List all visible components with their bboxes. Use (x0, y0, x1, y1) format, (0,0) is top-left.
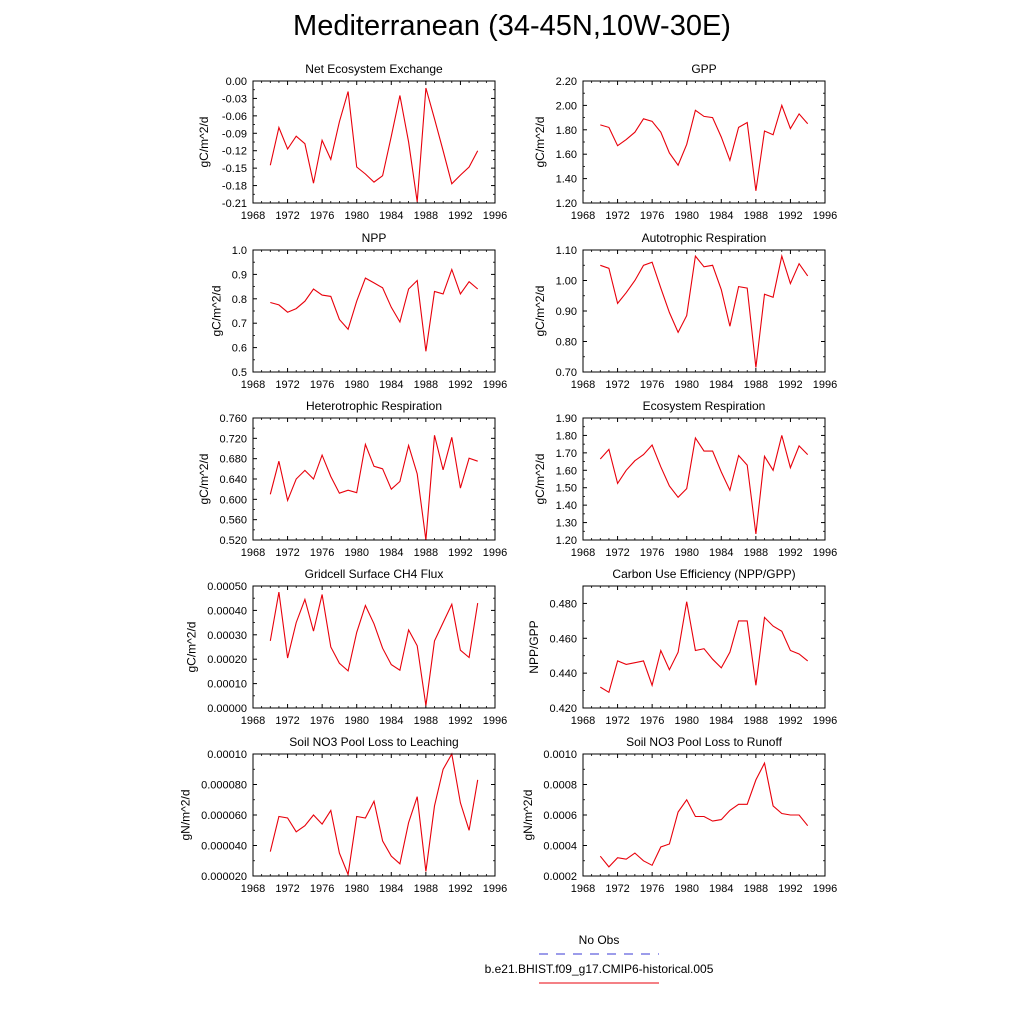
x-tick-label: 1988 (743, 715, 769, 727)
y-tick-label: 0.5 (231, 367, 247, 379)
x-tick-label: 1984 (379, 210, 404, 222)
x-tick-label: 1976 (639, 210, 665, 222)
x-tick-label: 1980 (674, 715, 699, 727)
y-tick-label: -0.09 (221, 128, 247, 141)
page-title: Mediterranean (34-45N,10W-30E) (293, 10, 731, 42)
x-tick-label: 1988 (413, 883, 439, 895)
x-tick-label: 1972 (275, 379, 300, 391)
y-tick-label: 0.460 (549, 633, 577, 646)
x-tick-label: 1976 (639, 715, 665, 727)
x-tick-label: 1988 (743, 379, 769, 391)
x-tick-label: 1968 (240, 715, 266, 727)
y-tick-label: 0.0006 (543, 810, 577, 822)
x-tick-label: 1976 (309, 547, 335, 559)
x-tick-label: 1980 (674, 379, 699, 391)
x-tick-label: 1968 (570, 715, 596, 727)
x-tick-label: 1988 (413, 379, 439, 391)
x-tick-label: 1976 (309, 883, 335, 895)
x-tick-label: 1980 (344, 210, 369, 222)
y-tick-label: -0.18 (221, 180, 247, 193)
y-tick-label: 0.0002 (543, 871, 577, 883)
y-tick-label: 0.6 (231, 342, 247, 355)
y-tick-label: 1.80 (555, 124, 577, 137)
x-tick-label: 1968 (570, 210, 596, 222)
y-tick-label: 0.00010 (207, 749, 247, 761)
y-tick-label: 0.00010 (207, 678, 247, 691)
y-tick-label: 0.0010 (543, 749, 577, 761)
x-tick-label: 1996 (482, 210, 508, 222)
y-tick-label: -0.03 (221, 93, 247, 106)
x-tick-label: 1992 (448, 210, 473, 222)
x-tick-label: 1968 (240, 547, 266, 559)
y-tick-label: 0.420 (549, 703, 577, 715)
y-tick-label: 0.00050 (207, 581, 247, 593)
y-axis-label: gC/m^2/d (533, 453, 548, 505)
x-tick-label: 1972 (275, 547, 300, 559)
x-tick-label: 1992 (778, 715, 803, 727)
x-tick-label: 1968 (240, 379, 266, 391)
series-line (600, 435, 807, 534)
x-tick-label: 1972 (275, 715, 300, 727)
y-tick-label: 1.20 (555, 198, 577, 210)
x-tick-label: 1972 (605, 210, 630, 222)
x-tick-label: 1968 (570, 379, 596, 391)
x-tick-label: 1968 (240, 883, 266, 895)
x-tick-label: 1968 (570, 547, 596, 559)
legend-model-label: b.e21.BHIST.f09_g17.CMIP6-historical.005 (484, 962, 714, 976)
x-tick-label: 1996 (812, 210, 838, 222)
y-axis-label: NPP/GPP (527, 620, 541, 674)
y-tick-label: 1.70 (555, 447, 577, 460)
legend-obs-label: No Obs (578, 933, 620, 947)
x-tick-label: 1988 (743, 883, 769, 895)
x-tick-label: 1984 (379, 715, 404, 727)
x-tick-label: 1996 (482, 883, 508, 895)
y-axis-label: gC/m^2/d (533, 116, 548, 168)
x-tick-label: 1988 (413, 547, 439, 559)
series-line (600, 763, 807, 867)
x-tick-label: 1988 (743, 547, 769, 559)
x-tick-label: 1984 (709, 210, 734, 222)
y-tick-label: -0.12 (221, 145, 247, 158)
y-axis-label: gN/m^2/d (178, 789, 193, 841)
x-tick-label: 1984 (379, 547, 404, 559)
x-tick-label: 1976 (309, 210, 335, 222)
x-tick-label: 1996 (812, 547, 838, 559)
x-tick-label: 1984 (709, 883, 734, 895)
y-tick-label: 1.00 (555, 275, 577, 288)
series-line (270, 754, 477, 875)
x-tick-label: 1988 (743, 210, 769, 222)
y-axis-label: gC/m^2/d (197, 116, 211, 168)
y-tick-label: 0.9 (231, 269, 247, 282)
y-tick-label: 0.8 (231, 293, 247, 306)
chart-panel-4 (533, 231, 837, 391)
x-tick-label: 1992 (448, 379, 473, 391)
y-tick-label: 1.10 (555, 245, 577, 257)
chart-panel-6 (533, 399, 837, 559)
x-tick-label: 1980 (344, 379, 369, 391)
y-axis-label: gC/m^2/d (184, 621, 199, 673)
series-line (600, 256, 807, 367)
y-tick-label: 2.20 (555, 76, 577, 88)
series-line (270, 270, 477, 352)
series-line (600, 602, 807, 693)
y-tick-label: 0.000020 (201, 871, 247, 883)
series-line (270, 88, 477, 202)
x-tick-label: 1980 (674, 210, 699, 222)
x-tick-label: 1996 (482, 715, 508, 727)
y-tick-label: 0.000080 (201, 779, 247, 792)
x-tick-label: 1976 (639, 379, 665, 391)
plot-frame (253, 754, 495, 876)
plot-frame (583, 81, 825, 203)
plot-frame (583, 418, 825, 540)
x-tick-label: 1984 (709, 715, 734, 727)
x-tick-label: 1968 (240, 210, 266, 222)
x-tick-label: 1968 (570, 883, 596, 895)
x-tick-label: 1984 (709, 379, 734, 391)
y-tick-label: 0.600 (219, 494, 247, 507)
y-tick-label: 0.680 (219, 453, 247, 466)
chart-title: Gridcell Surface CH4 Flux (304, 567, 444, 581)
x-tick-label: 1980 (344, 883, 369, 895)
y-tick-label: -0.06 (221, 110, 247, 123)
chart-title: Ecosystem Respiration (642, 399, 766, 413)
y-tick-label: 1.80 (555, 430, 577, 443)
plot-frame (253, 81, 495, 203)
x-tick-label: 1980 (674, 883, 699, 895)
y-axis-label: gC/m^2/d (533, 285, 548, 337)
y-axis-label: gC/m^2/d (197, 453, 211, 505)
y-axis-label: gC/m^2/d (209, 285, 224, 337)
y-tick-label: -0.21 (221, 198, 247, 210)
y-tick-label: 0.90 (555, 306, 577, 318)
x-tick-label: 1984 (379, 883, 404, 895)
chart-title: Carbon Use Efficiency (NPP/GPP) (612, 567, 796, 581)
series-line (270, 592, 477, 706)
plot-frame (253, 586, 495, 708)
x-tick-label: 1988 (413, 210, 439, 222)
y-tick-label: 0.000060 (201, 810, 247, 822)
x-tick-label: 1992 (448, 883, 473, 895)
y-tick-label: 1.30 (555, 517, 577, 530)
series-line (270, 435, 477, 540)
y-tick-label: 1.0 (231, 245, 247, 257)
y-tick-label: 0.640 (219, 474, 247, 486)
y-tick-label: 0.80 (555, 336, 577, 349)
y-tick-label: 1.60 (555, 465, 577, 478)
chart-title: Net Ecosystem Exchange (305, 62, 443, 76)
x-tick-label: 1980 (344, 715, 369, 727)
y-tick-label: 0.000040 (201, 840, 247, 853)
y-tick-label: 0.560 (219, 514, 247, 527)
y-tick-label: 0.520 (219, 535, 247, 547)
x-tick-label: 1976 (309, 715, 335, 727)
y-axis-label: gN/m^2/d (520, 789, 535, 841)
x-tick-label: 1996 (812, 715, 838, 727)
x-tick-label: 1976 (639, 547, 665, 559)
y-tick-label: 0.00030 (207, 629, 247, 642)
y-tick-label: 1.40 (555, 173, 577, 186)
series-line (600, 105, 807, 190)
y-tick-label: 0.00020 (207, 654, 247, 667)
y-tick-label: 1.50 (555, 482, 577, 495)
x-tick-label: 1988 (413, 715, 439, 727)
x-tick-label: 1992 (778, 210, 803, 222)
chart-title: GPP (691, 62, 717, 76)
y-tick-label: 0.0004 (543, 840, 577, 853)
x-tick-label: 1976 (309, 379, 335, 391)
x-tick-label: 1992 (778, 379, 803, 391)
chart-title: Autotrophic Respiration (641, 231, 767, 245)
chart-title: NPP (361, 231, 387, 245)
y-tick-label: 0.00 (225, 76, 247, 88)
chart-panel-10 (521, 735, 837, 895)
y-tick-label: 0.440 (549, 668, 577, 681)
y-tick-label: 1.90 (555, 413, 577, 425)
chart-title: Heterotrophic Respiration (305, 399, 443, 413)
x-tick-label: 1992 (778, 883, 803, 895)
y-tick-label: -0.15 (221, 163, 247, 176)
y-tick-label: 1.60 (555, 149, 577, 162)
x-tick-label: 1972 (605, 547, 630, 559)
y-tick-label: 0.70 (555, 367, 577, 379)
x-tick-label: 1980 (344, 547, 369, 559)
x-tick-label: 1992 (448, 715, 473, 727)
y-tick-label: 0.720 (219, 433, 247, 446)
chart-panel-1 (197, 62, 507, 222)
x-tick-label: 1996 (812, 379, 838, 391)
chart-panel-9 (178, 735, 507, 895)
chart-panel-7 (185, 567, 508, 727)
plot-frame (583, 250, 825, 372)
x-tick-label: 1996 (482, 379, 508, 391)
chart-panel-3 (209, 231, 507, 391)
x-tick-label: 1972 (275, 210, 300, 222)
y-tick-label: 0.7 (231, 318, 247, 331)
chart-title: Soil NO3 Pool Loss to Runoff (626, 735, 782, 749)
x-tick-label: 1996 (812, 883, 838, 895)
y-tick-label: 0.760 (219, 413, 247, 425)
x-tick-label: 1972 (275, 883, 300, 895)
chart-title: Soil NO3 Pool Loss to Leaching (289, 735, 459, 749)
x-tick-label: 1980 (674, 547, 699, 559)
x-tick-label: 1976 (639, 883, 665, 895)
y-tick-label: 1.40 (555, 500, 577, 513)
x-tick-label: 1996 (482, 547, 508, 559)
x-tick-label: 1992 (778, 547, 803, 559)
chart-panel-8 (527, 567, 837, 727)
y-tick-label: 2.00 (555, 100, 577, 113)
x-tick-label: 1972 (605, 715, 630, 727)
y-tick-label: 0.0008 (543, 779, 577, 792)
x-tick-label: 1984 (379, 379, 404, 391)
chart-panel-5 (197, 399, 507, 559)
x-tick-label: 1972 (605, 379, 630, 391)
y-tick-label: 0.00040 (207, 605, 247, 618)
x-tick-label: 1972 (605, 883, 630, 895)
y-tick-label: 1.20 (555, 535, 577, 547)
y-tick-label: 0.00000 (207, 703, 247, 715)
chart-panel-2 (533, 62, 837, 222)
x-tick-label: 1992 (448, 547, 473, 559)
x-tick-label: 1984 (709, 547, 734, 559)
y-tick-label: 0.480 (549, 598, 577, 611)
